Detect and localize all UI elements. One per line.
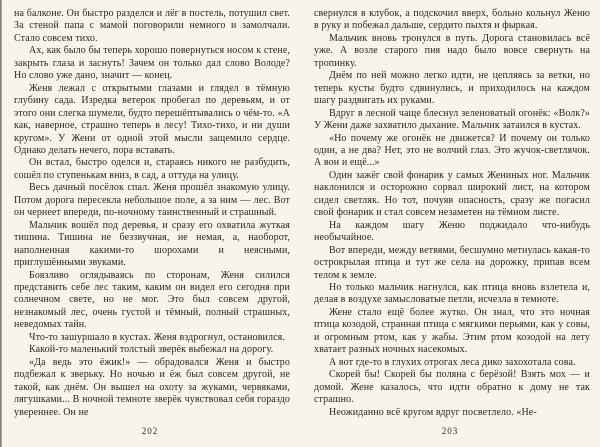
paragraph: Ах, как было бы теперь хорошо повернуться носом к стене, закрыть глаза и заснуть! Зачем он только дал слово Володе? Но слово уже дано, значит — конец. [14,45,290,82]
paragraph: Боязливо оглядываясь по сторонам, Женя силился представить себе лес таким, каким он видел его сегодня при солнечном свете, но не мог. Это был совсем другой, незнакомый лес, очень густой и тёмный, полный страшных, неведомых тайн. [14,269,290,331]
left-page-number: 202 [141,426,159,436]
paragraph: «Да ведь это ёжик!» — обрадовался Женя и быстро подбежал к зверьку. Но ночью и ёж был совсем другой, не такой, как днём. Он вышел на охоту за жуками, червяками, лягушками... В ночной темноте зверёк чувствовал себя гораздо увереннее. Он не [14,356,290,418]
paragraph: А вот где-то в глухих отрогах леса дико захохотала сова. [329,356,576,368]
book-spine-edge [0,0,2,447]
paragraph: «Но почему же огонёк не движется? И почему он только один, а не два? Нет, это не волчий глаз. Это жучок-светлячок. А вон и ещё...» [314,132,590,169]
right-page-number: 203 [441,426,459,436]
paragraph: Он встал, быстро оделся и, стараясь никого не разбудить, сошёл по ступенькам вниз, в сад, а оттуда на улицу. [14,157,290,181]
paragraph: на балконе. Он быстро разделся и лёг в постель, потушил свет. За стеной папа с мамой поговорили немного и замолчали. Стало совсем тихо. [14,8,290,44]
right-page-text [314,8,590,419]
right-page [300,0,600,447]
paragraph: Жене стало ещё более жутко. Он знал, что это ночная птица козодой, странная птица с мягкими перьями, как у совы, и огромным ртом, как у жабы. Этим ртом козодой на лету хватает разных ночных насекомых. [314,306,590,356]
paragraph: Женя лежал с открытыми глазами и глядел в тёмную глубину сада. Изредка ветерок пробегал по деревьям, и от этого они слегка шумели, будто перешёптывались о чём-то. «А как, наверное, страшно теперь в лесу! Тихо-тихо, и ни души кругом». У Жени от одной этой мысли защемило сердце. Однако делать нечего, пора вставать. [14,82,290,156]
paragraph: Мальчик вошёл под деревья, и сразу его охватила жуткая тишина. Тишина не беззвучная, не немая, а, наоборот, наполненная какими-то шорохами и неясными, приглушёнными звуками. [14,219,290,269]
left-page-text [14,8,290,419]
paragraph: Вот впереди, между ветвями, бесшумно метнулась какая-то острокрылая птица и тут же села на дорожку, припав всем телом к земле. [314,244,590,281]
paragraph: Один зажёг свой фонарик у самых Жениных ног. Мальчик наклонился и осторожно сорвал широкий лист, на котором сидел светляк. Но тот, почуяв опасность, сразу же погасил свой фонарик и стал совсем незаметен на тёмном листе. [314,169,590,219]
paragraph: Мальчик вновь тронулся в путь. Дорога становилась всё уже. А возле старого пня надо было вовсе свернуть на тропинку. [314,32,590,69]
paragraph: Днём по ней можно легко идти, не цепляясь за ветки, но теперь кусты будто сдвинулись, и приходилось на каждом шагу раздвигать их руками. [314,70,590,107]
paragraph: Скорей бы! Скорей бы поляна с берёзой! Взять мох — и домой. Жене казалось, что идти обратно к дому не так страшно. [314,369,590,406]
paragraph: Вдруг в лесной чаще блеснул зеленоватый огонёк: «Волк?» У Жени даже захватило дыхание. Мальчик затаился в кустах. [314,107,590,132]
paragraph: Но только мальчик нагнулся, как птица вновь взлетела и, делая в воздухе замысловатые петли, исчезла в темноте. [314,281,590,306]
paragraph: Какой-то маленький толстый зверёк выбежал на дорогу. [29,344,274,356]
paragraph: свернулся в клубок, а подскочил вверх, больно кольнул Женю в руку и побежал дальше, сердито пыхтя и фыркая. [314,8,590,32]
paragraph: Неожиданно всё кругом вдруг посветлело. «Не- [329,406,537,418]
paragraph: На каждом шагу Женю поджидало что-нибудь необычайное. [314,219,590,244]
paragraph: Что-то зашуршало в кустах. Женя вздрогнул, остановился. [29,331,285,343]
paragraph: Весь дачный посёлок спал. Женя прошёл знакомую улицу. Потом дорога пересекла небольшое поле, а за ним — лес. Вот он чернеет впереди, по-ночному таинственный и страшный. [14,182,290,219]
